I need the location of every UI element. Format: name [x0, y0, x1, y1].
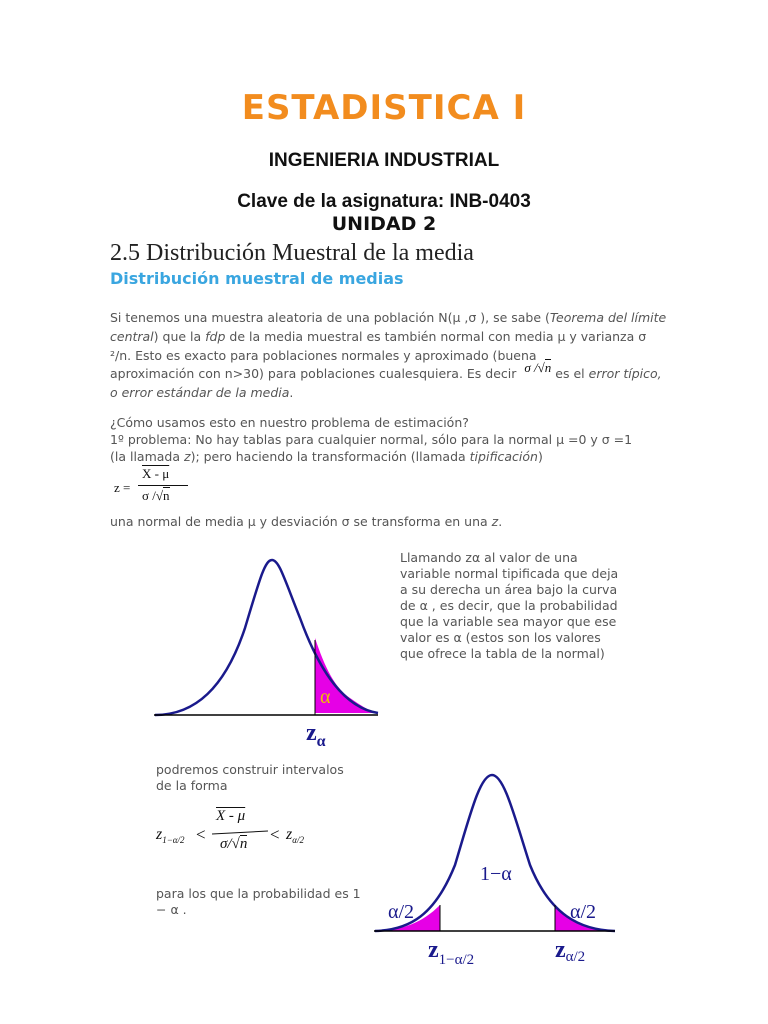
unit-heading: UNIDAD 2	[331, 213, 437, 235]
course-code: Clave de la asignatura: INB-0403	[237, 191, 531, 212]
p1-theorem: Teorema del límite central	[110, 310, 667, 344]
z-lower-label: $z_{1-\alpha/2}$	[428, 937, 475, 968]
left-tail-label: α/2	[388, 901, 415, 923]
normal-curve-upper-tail-figure	[150, 548, 380, 753]
p1-text-a: Si tenemos una muestra aleatoria de una población N(μ ,σ ), se sabe (	[110, 310, 550, 325]
n-label: n	[544, 360, 552, 375]
transformation-line: (la llamada z); pero haciendo la transformación (llamada tipificación)	[110, 449, 543, 464]
z-formula	[110, 466, 200, 512]
paragraph-transform: una normal de media μ y desviación σ se transforma en una z.	[110, 514, 503, 529]
problem-line: 1º problema: No hay tablas para cualquier normal, sólo para la normal μ =0 y σ =1	[110, 432, 633, 447]
intervals-text: podremos construir intervalos de la forma	[156, 762, 344, 793]
sigma-over-label: σ /	[524, 360, 538, 375]
normal-curve	[155, 560, 378, 715]
z-alpha-label: $z_\alpha$	[306, 720, 326, 750]
fraction-bar	[138, 485, 188, 486]
paragraph-approx	[110, 360, 670, 402]
z-upper-label: zα/2	[555, 937, 586, 965]
p2-italic: error típico, o error estándar de la media	[110, 366, 662, 400]
z-upper: $z_{\alpha/2}$	[286, 826, 304, 846]
center-area-label: 1−α	[480, 863, 512, 885]
numerator: X - μ	[142, 466, 170, 481]
p1-text-b: ) que la	[153, 329, 206, 344]
denominator: σ /√n	[142, 488, 170, 503]
root-n: √n	[537, 360, 552, 375]
probability-text: para los que la probabilidad es 1 − α .	[156, 886, 361, 917]
z-alpha-description: Llamando zα al valor de una variable normal tipificada que deja a su derecha un área bajo la curva de α , es decir, que la probabilidad que la variable sea mayor que ese valor es α (estos son los valores que ofrece la tabla de la normal)	[400, 550, 619, 661]
interval-denominator: σ/√n	[220, 836, 248, 852]
z-lower: $z_{1-\alpha/2}$	[156, 826, 185, 846]
program-name: INGENIERIA INDUSTRIAL	[268, 150, 500, 171]
alpha-label: α	[320, 686, 331, 708]
p2-text-c: .	[289, 385, 294, 400]
question-line: ¿Cómo usamos esto en nuestro problema de estimación?	[110, 415, 469, 430]
paragraph-clt	[110, 308, 670, 365]
p1-text-c: de la media muestral es también normal con media μ y varianza σ ²/n. Esto es exacto para poblaciones normales y aproximado (buena	[110, 329, 647, 363]
right-tail-label: α/2	[570, 901, 597, 923]
paragraph-problem	[110, 414, 670, 465]
section-heading: 2.5 Distribución Muestral de la media	[110, 240, 474, 266]
p2-text-b: es el	[555, 366, 589, 381]
p2-text-a: aproximación con n>30) para poblaciones cualesquiera. Es decir	[110, 366, 517, 381]
p1-fdp: fdp	[205, 329, 226, 344]
sigma-over-root-n-formula	[524, 358, 551, 377]
interval-numerator: X - μ	[216, 808, 246, 824]
interval-formula: $z_{1-\alpha/2}$ < X - μ σ/√n < $z_{\alpha/2}$	[156, 808, 304, 852]
doc-title: ESTADISTICA I	[241, 88, 527, 128]
normal-curve-two-tail-figure	[370, 765, 620, 975]
z-equals: z =	[114, 480, 131, 495]
section-subheading: Distribución muestral de medias	[110, 269, 404, 288]
